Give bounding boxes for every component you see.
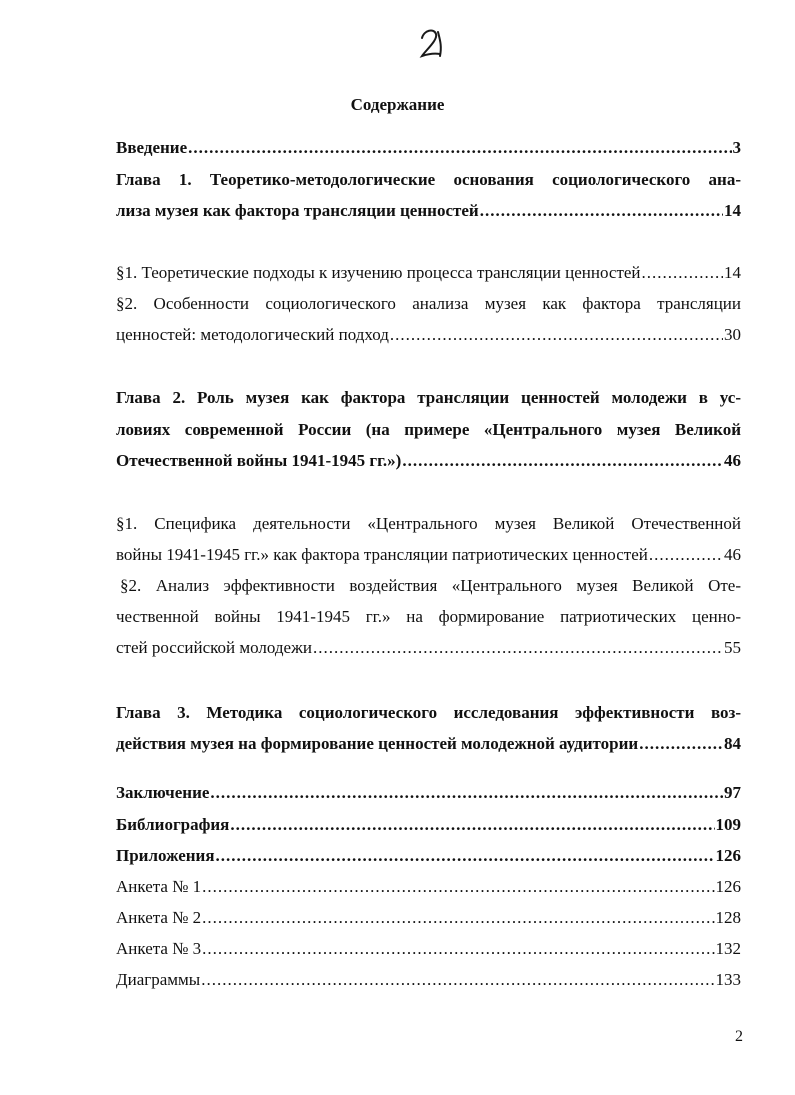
toc-label: Заключение (116, 783, 210, 802)
toc-chapter-2-line-3[interactable] (116, 450, 741, 472)
leader-dots (480, 200, 723, 222)
toc-page: 30 (724, 325, 741, 344)
toc-entry-intro[interactable] (116, 137, 741, 159)
leader-dots (202, 938, 714, 960)
leader-dots (642, 262, 723, 284)
toc-page: 46 (724, 545, 741, 564)
toc-page: 84 (724, 734, 741, 753)
handwritten-page-mark (414, 24, 454, 64)
toc-page: 14 (724, 263, 741, 282)
leader-dots (230, 814, 714, 836)
toc-label: лиза музея как фактора трансляции ценностей (116, 201, 479, 220)
toc-ch2-section-2-line-2[interactable]: чественной войны 1941-1945 гг.» на формирование патриотических ценно- (116, 607, 741, 626)
toc-ch1-section-2-line-1[interactable]: §2. Особенности социологического анализа музея как фактора трансляции (116, 294, 741, 313)
toc-chapter-3-line-1[interactable]: Глава 3. Методика социологического исследования эффективности воз- (116, 703, 741, 722)
leader-dots (201, 969, 714, 991)
leader-dots (188, 137, 731, 159)
toc-ch1-section-1[interactable] (116, 262, 741, 284)
toc-chapter-3-line-2[interactable] (116, 733, 741, 755)
page-number: 2 (735, 1028, 743, 1045)
leader-dots (313, 637, 723, 659)
toc-entry-survey-2[interactable] (116, 907, 741, 929)
toc-label: Отечественной войны 1941-1945 гг.») (116, 451, 402, 470)
toc-page: 126 (715, 846, 741, 865)
toc-chapter-2-line-1[interactable]: Глава 2. Роль музея как фактора трансляции ценностей молодежи в ус- (116, 388, 741, 407)
leader-dots (216, 845, 715, 867)
toc-label: Анкета № 1 (116, 877, 202, 896)
toc-page: 132 (715, 939, 741, 958)
toc-entry-conclusion[interactable] (116, 782, 741, 804)
toc-page: 14 (724, 201, 741, 220)
leader-dots (210, 782, 723, 804)
toc-label: Введение (116, 138, 188, 157)
toc-entry-survey-3[interactable] (116, 938, 741, 960)
toc-label: Анкета № 3 (116, 939, 202, 958)
leader-dots (402, 450, 723, 472)
toc-label: §1. Теоретические подходы к изучению процесса трансляции ценностей (116, 263, 641, 282)
toc-chapter-2-line-2[interactable]: ловиях современной России (на примере «Центрального музея Великой (116, 420, 741, 439)
toc-ch2-section-1-line-1[interactable]: §1. Специфика деятельности «Центрального музея Великой Отечественной (116, 514, 741, 533)
toc-ch2-section-2-line-1[interactable]: §2. Анализ эффективности воздействия «Центрального музея Великой Оте- (120, 576, 741, 595)
toc-label: действия музея на формирование ценностей молодежной аудитории (116, 734, 639, 753)
toc-label: Анкета № 2 (116, 908, 202, 927)
toc-label: войны 1941-1945 гг.» как фактора трансляции патриотических ценностей (116, 545, 648, 564)
page-title: Содержание (350, 95, 445, 114)
toc-entry-bibliography[interactable] (116, 814, 741, 836)
toc-ch2-section-1-line-2[interactable] (116, 544, 741, 566)
leader-dots (639, 733, 723, 755)
leader-dots (390, 324, 723, 346)
toc-page: 126 (715, 877, 741, 896)
toc-label: Библиография (116, 815, 230, 834)
toc-page: 3 (732, 138, 741, 157)
toc-page: 109 (715, 815, 741, 834)
toc-page: 133 (715, 970, 741, 989)
leader-dots (649, 544, 723, 566)
toc-label: стей российской молодежи (116, 638, 312, 657)
toc-page: 55 (724, 638, 741, 657)
leader-dots (202, 907, 714, 929)
toc-entry-diagrams[interactable] (116, 969, 741, 991)
toc-label: Приложения (116, 846, 215, 865)
toc-label: ценностей: методологический подход (116, 325, 389, 344)
toc-entry-survey-1[interactable] (116, 876, 741, 898)
toc-chapter-1-line-1[interactable]: Глава 1. Теоретико-методологические основания социологического ана- (116, 170, 741, 189)
toc-page: 128 (715, 908, 741, 927)
leader-dots (202, 876, 714, 898)
toc-ch1-section-2-line-2[interactable] (116, 324, 741, 346)
toc-label: Диаграммы (116, 970, 201, 989)
toc-chapter-1-line-2[interactable] (116, 200, 741, 222)
toc-page: 46 (724, 451, 741, 470)
toc-page: 97 (724, 783, 741, 802)
toc-entry-appendices[interactable] (116, 845, 741, 867)
toc-ch2-section-2-line-3[interactable] (116, 637, 741, 659)
